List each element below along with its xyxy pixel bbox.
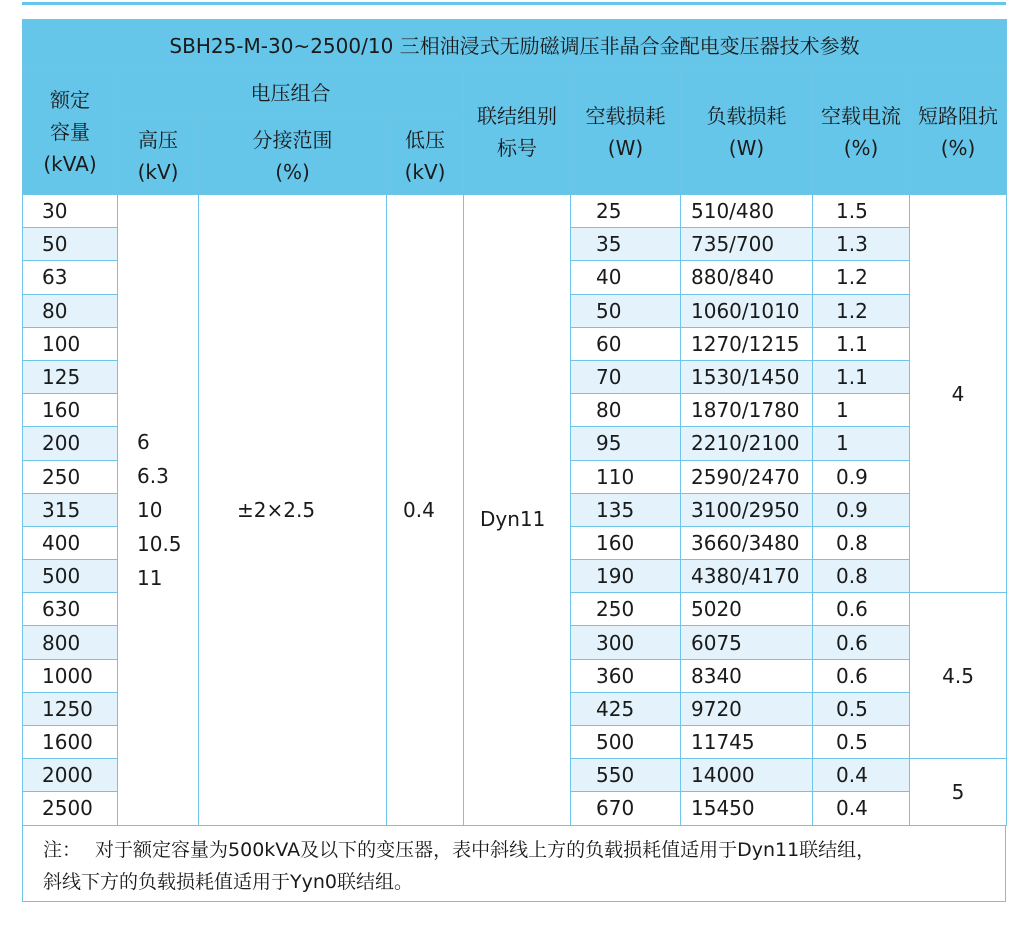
cell-no-load-current: 0.4: [813, 759, 910, 792]
cell-capacity: 400: [23, 526, 118, 559]
cell-no-load-loss: 25: [571, 195, 681, 228]
cell-no-load-current: 0.6: [813, 593, 910, 626]
cell-no-load-loss: 80: [571, 394, 681, 427]
cell-capacity: 200: [23, 427, 118, 460]
cell-load-loss: 5020: [681, 593, 813, 626]
cell-capacity: 1250: [23, 692, 118, 725]
hv-value: 6.3: [137, 463, 169, 488]
cell-capacity: 30: [23, 195, 118, 228]
cell-no-load-current: 1.1: [813, 327, 910, 360]
cell-capacity: 160: [23, 394, 118, 427]
hv-value: 11: [137, 565, 163, 590]
cell-no-load-current: 0.4: [813, 792, 910, 825]
cell-capacity: 250: [23, 460, 118, 493]
header-capacity: 额定 容量 (kVA): [23, 69, 118, 195]
header-impedance: 短路阻抗 (%): [910, 69, 1007, 195]
cell-load-loss: 880/840: [681, 261, 813, 294]
cell-capacity: 2000: [23, 759, 118, 792]
top-rule: [22, 2, 1006, 5]
cell-no-load-current: 0.9: [813, 460, 910, 493]
cell-load-loss: 1270/1215: [681, 327, 813, 360]
hv-value: 10.5: [137, 531, 182, 556]
cell-load-loss: 1530/1450: [681, 360, 813, 393]
cell-no-load-loss: 40: [571, 261, 681, 294]
cell-load-loss: 14000: [681, 759, 813, 792]
cell-load-loss: 1060/1010: [681, 294, 813, 327]
header-hv: 高压 (kV): [118, 117, 199, 195]
header-no-load-current: 空载电流 (%): [813, 69, 910, 195]
cell-impedance: 5: [910, 759, 1007, 825]
cell-no-load-loss: 500: [571, 726, 681, 759]
cell-capacity: 630: [23, 593, 118, 626]
cell-no-load-current: 1: [813, 427, 910, 460]
cell-load-loss: 2210/2100: [681, 427, 813, 460]
cell-capacity: 1600: [23, 726, 118, 759]
header-vector-group: 联结组别 标号: [464, 69, 571, 195]
cell-tap-range: ±2×2.5: [199, 195, 387, 826]
cell-no-load-current: 0.6: [813, 659, 910, 692]
cell-hv-values: [118, 195, 199, 826]
cell-capacity: 800: [23, 626, 118, 659]
cell-capacity: 1000: [23, 659, 118, 692]
cell-load-loss: 735/700: [681, 228, 813, 261]
cell-load-loss: 510/480: [681, 195, 813, 228]
cell-load-loss: 4380/4170: [681, 560, 813, 593]
cell-no-load-loss: 35: [571, 228, 681, 261]
cell-no-load-current: 0.8: [813, 526, 910, 559]
cell-load-loss: 2590/2470: [681, 460, 813, 493]
footnote: [22, 826, 1006, 902]
cell-no-load-loss: 60: [571, 327, 681, 360]
cell-load-loss: 11745: [681, 726, 813, 759]
cell-capacity: 125: [23, 360, 118, 393]
cell-no-load-current: 0.5: [813, 692, 910, 725]
cell-capacity: 50: [23, 228, 118, 261]
header-voltage-group: 电压组合: [118, 69, 464, 117]
cell-load-loss: 6075: [681, 626, 813, 659]
cell-no-load-current: 1.2: [813, 261, 910, 294]
cell-capacity: 500: [23, 560, 118, 593]
cell-no-load-loss: 300: [571, 626, 681, 659]
table-row: [23, 195, 1007, 228]
cell-load-loss: 8340: [681, 659, 813, 692]
note-line-2: 斜线下方的负载损耗值适用于Yyn0联结组。: [43, 870, 413, 893]
table-body: [23, 195, 1007, 826]
note-label: 注：: [43, 838, 82, 861]
cell-impedance: 4.5: [910, 593, 1007, 759]
cell-capacity: 315: [23, 493, 118, 526]
cell-capacity: 100: [23, 327, 118, 360]
cell-capacity: 63: [23, 261, 118, 294]
cell-load-loss: 15450: [681, 792, 813, 825]
header-lv: 低压 (kV): [387, 117, 464, 195]
cell-capacity: 2500: [23, 792, 118, 825]
cell-no-load-loss: 50: [571, 294, 681, 327]
cell-no-load-current: 1: [813, 394, 910, 427]
cell-no-load-loss: 110: [571, 460, 681, 493]
cell-no-load-loss: 160: [571, 526, 681, 559]
hv-value: 10: [137, 497, 163, 522]
cell-load-loss: 3100/2950: [681, 493, 813, 526]
cell-lv: 0.4: [387, 195, 464, 826]
cell-capacity: 80: [23, 294, 118, 327]
cell-no-load-current: 0.9: [813, 493, 910, 526]
cell-no-load-loss: 550: [571, 759, 681, 792]
cell-no-load-current: 1.2: [813, 294, 910, 327]
cell-no-load-loss: 95: [571, 427, 681, 460]
cell-no-load-loss: 670: [571, 792, 681, 825]
spec-table: [22, 19, 1007, 826]
cell-no-load-loss: 190: [571, 560, 681, 593]
header-tap-range: 分接范围 (%): [199, 117, 387, 195]
cell-impedance: 4: [910, 195, 1007, 593]
cell-load-loss: 1870/1780: [681, 394, 813, 427]
cell-no-load-current: 1.3: [813, 228, 910, 261]
cell-no-load-current: 1.5: [813, 195, 910, 228]
cell-load-loss: 3660/3480: [681, 526, 813, 559]
table-title: SBH25-M-30~2500/10 三相油浸式无励磁调压非晶合金配电变压器技术参数: [23, 20, 1007, 69]
header-no-load-loss: 空载损耗 (W): [571, 69, 681, 195]
cell-no-load-loss: 70: [571, 360, 681, 393]
note-line-1: 对于额定容量为500kVA及以下的变压器，表中斜线上方的负载损耗值适用于Dyn11联结组，: [95, 838, 876, 861]
cell-no-load-loss: 250: [571, 593, 681, 626]
hv-value: 6: [137, 429, 150, 454]
cell-no-load-loss: 425: [571, 692, 681, 725]
cell-load-loss: 9720: [681, 692, 813, 725]
cell-no-load-current: 0.8: [813, 560, 910, 593]
cell-no-load-loss: 360: [571, 659, 681, 692]
cell-vector-group: Dyn11: [464, 195, 571, 826]
cell-no-load-current: 0.6: [813, 626, 910, 659]
header-load-loss: 负载损耗 (W): [681, 69, 813, 195]
cell-no-load-current: 1.1: [813, 360, 910, 393]
cell-no-load-current: 0.5: [813, 726, 910, 759]
cell-no-load-loss: 135: [571, 493, 681, 526]
spec-table-container: [22, 19, 1006, 902]
